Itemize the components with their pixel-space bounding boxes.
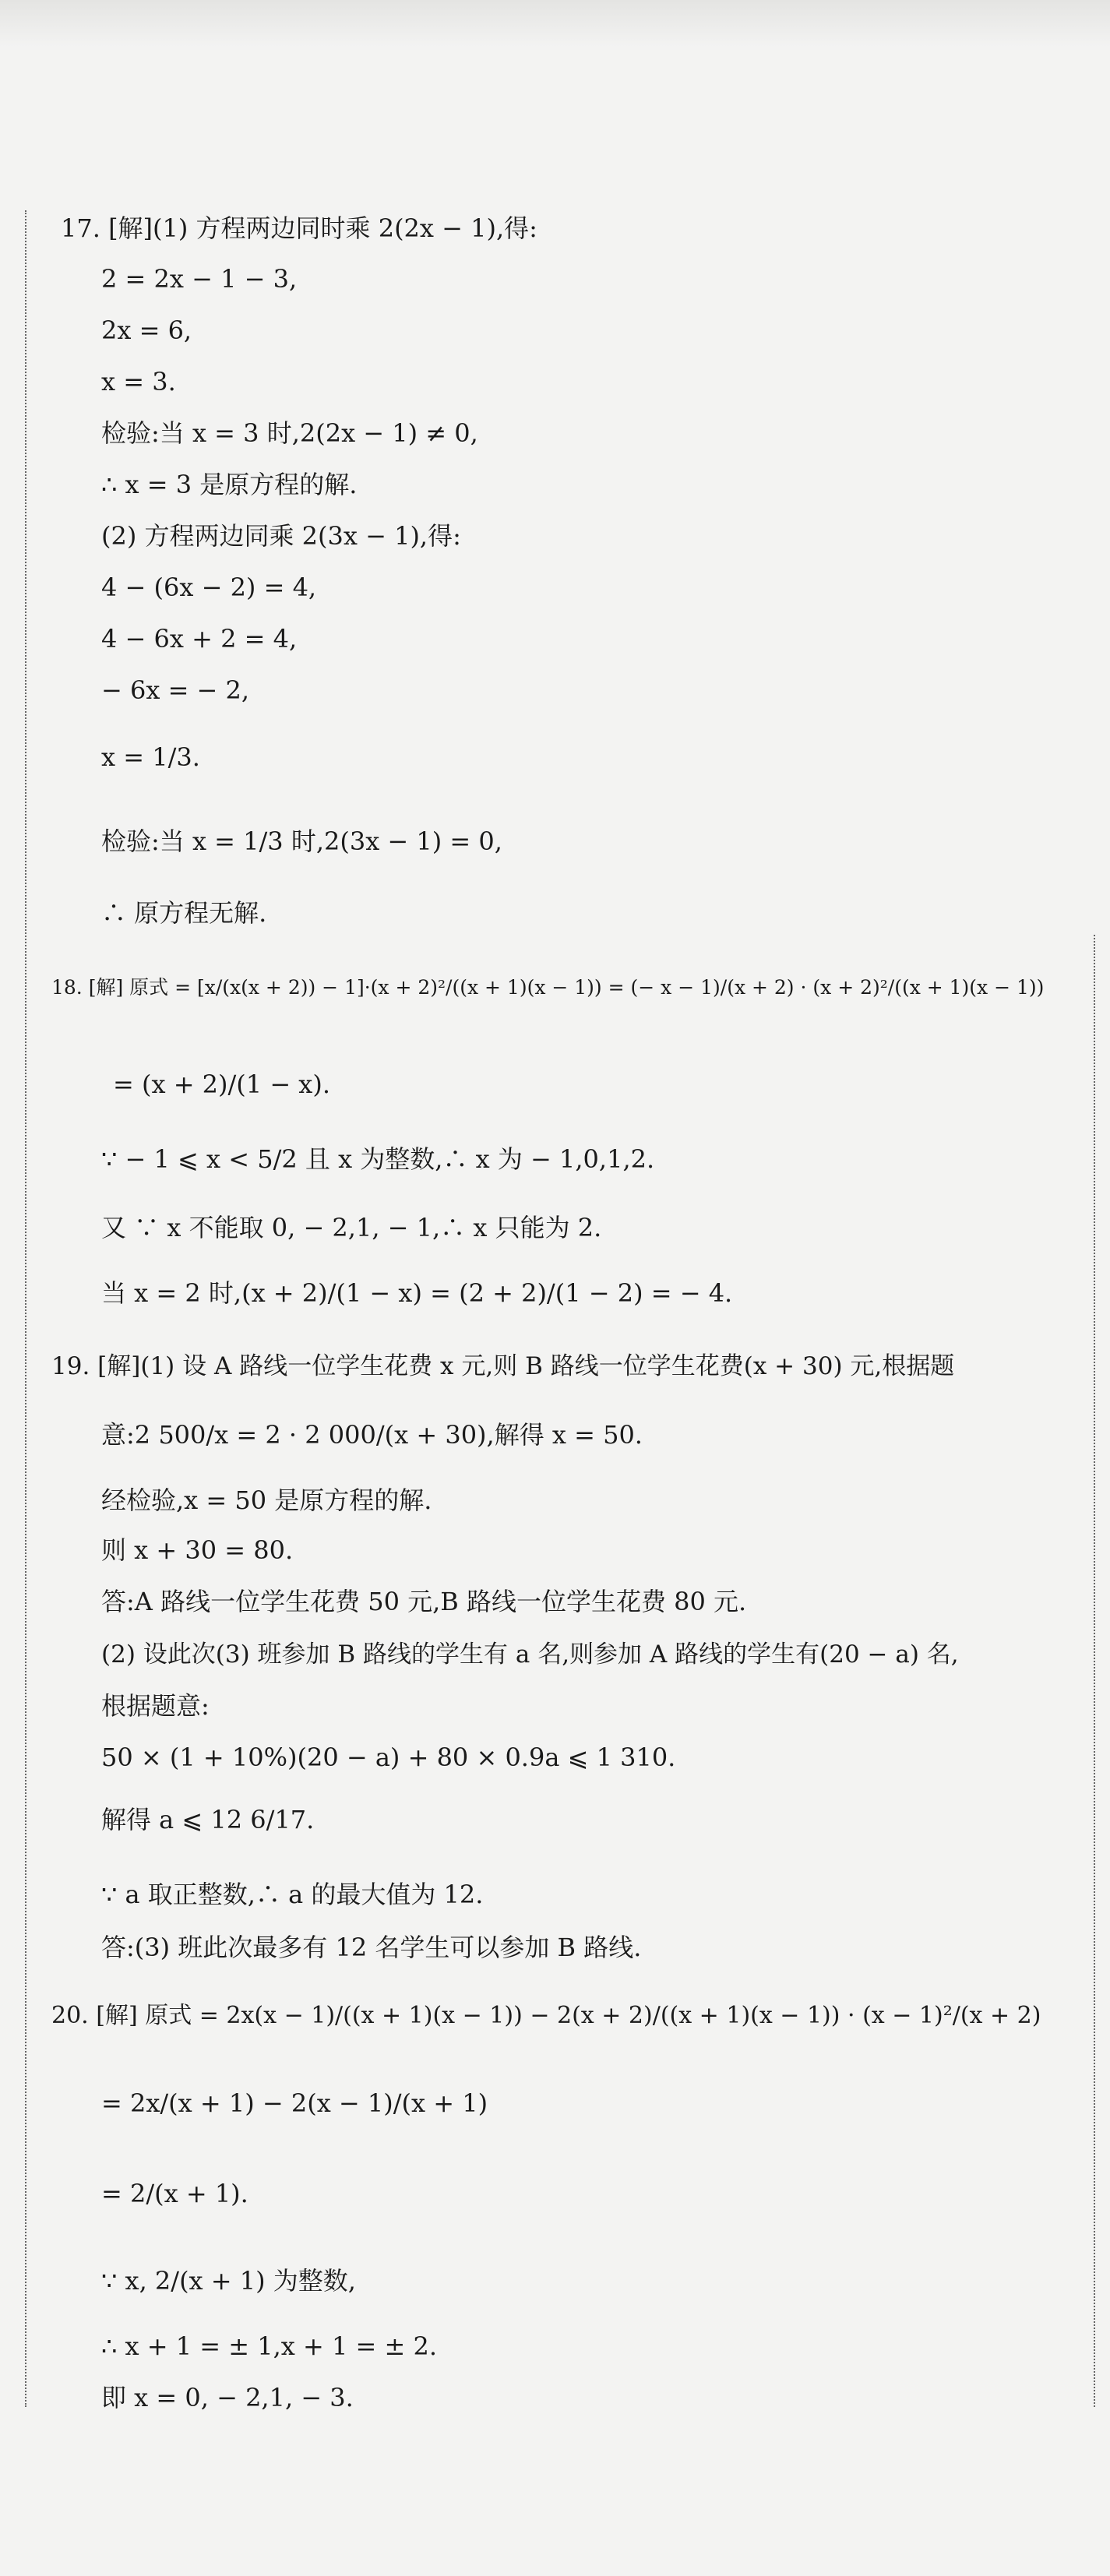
q17-line: 4 − 6x + 2 = 4, [101, 624, 298, 654]
q19-line: 50 × (1 + 10%)(20 − a) + 80 × 0.9a ⩽ 1 310. [101, 1743, 676, 1772]
q20-line: ∴ x + 1 = ± 1,x + 1 = ± 2. [101, 2331, 437, 2361]
q19-line: 答:(3) 班此次最多有 12 名学生可以参加 B 路线. [101, 1933, 642, 1962]
q17-line: 2x = 6, [101, 315, 192, 345]
q20-line: ∵ x, 2/(x + 1) 为整数, [101, 2266, 356, 2296]
q19-line: 根据题意: [101, 1691, 210, 1721]
q20-line: = 2x/(x + 1) − 2(x − 1)/(x + 1) [101, 2088, 488, 2118]
q17-line: 4 − (6x − 2) = 4, [101, 573, 317, 602]
q20-line: = 2/(x + 1). [101, 2179, 248, 2208]
q20-head: 20. [解] 原式 = 2x(x − 1)/((x + 1)(x − 1)) − 2(x + 2)/((x + 1)(x − 1)) · (x − 1)²/(x + 2) [51, 2002, 1041, 2029]
q17-line: 检验:当 x = 3 时,2(2x − 1) ≠ 0, [101, 418, 478, 448]
q19-line: 则 x + 30 = 80. [101, 1535, 294, 1565]
q17-line: ∴ 原方程无解. [101, 898, 267, 928]
q17-line: − 6x = − 2, [101, 675, 250, 705]
q19-line: (2) 设此次(3) 班参加 B 路线的学生有 a 名,则参加 A 路线的学生有(20 − a) 名, [101, 1640, 959, 1669]
q19-line: 答:A 路线一位学生花费 50 元,B 路线一位学生花费 80 元. [101, 1587, 747, 1616]
q18-line: = (x + 2)/(1 − x). [113, 1070, 330, 1099]
q17-line: ∴ x = 3 是原方程的解. [101, 470, 358, 499]
q18-line: ∵ − 1 ⩽ x < 5/2 且 x 为整数,∴ x 为 − 1,0,1,2. [101, 1144, 655, 1174]
q17-head: 17. [解](1) 方程两边同时乘 2(2x − 1),得: [61, 213, 537, 243]
q17-line: 检验:当 x = 1/3 时,2(3x − 1) = 0, [101, 826, 502, 856]
q18-line: 又 ∵ x 不能取 0, − 2,1, − 1,∴ x 只能为 2. [101, 1213, 602, 1242]
q17-line: x = 1/3. [101, 742, 200, 772]
q17-line: 2 = 2x − 1 − 3, [101, 264, 298, 294]
q19-line: 意:2 500/x = 2 · 2 000/(x + 30),解得 x = 50. [101, 1420, 643, 1450]
binding-margin-left [25, 210, 30, 2407]
q19-head: 19. [解](1) 设 A 路线一位学生花费 x 元,则 B 路线一位学生花费(x + 30) 元,根据题 [51, 1352, 955, 1380]
q20-line: 即 x = 0, − 2,1, − 3. [101, 2383, 354, 2412]
q17-line: x = 3. [101, 367, 176, 396]
q18-line: 当 x = 2 时,(x + 2)/(1 − x) = (2 + 2)/(1 − 2) = − 4. [101, 1278, 733, 1308]
q19-line: 解得 a ⩽ 12 6/17. [101, 1805, 315, 1834]
binding-margin-right [1094, 935, 1098, 2407]
scan-shade [0, 0, 1110, 47]
q19-line: 经检验,x = 50 是原方程的解. [101, 1485, 432, 1515]
q18-head: 18. [解] 原式 = [x/(x(x + 2)) − 1]·(x + 2)²/((x + 1)(x − 1)) = (− x − 1)/(x + 2) · (x + 2)²/((x + 1)(x − 1)) [51, 976, 1045, 999]
q17-line: (2) 方程两边同乘 2(3x − 1),得: [101, 521, 461, 551]
q19-line: ∵ a 取正整数,∴ a 的最大值为 12. [101, 1880, 484, 1909]
